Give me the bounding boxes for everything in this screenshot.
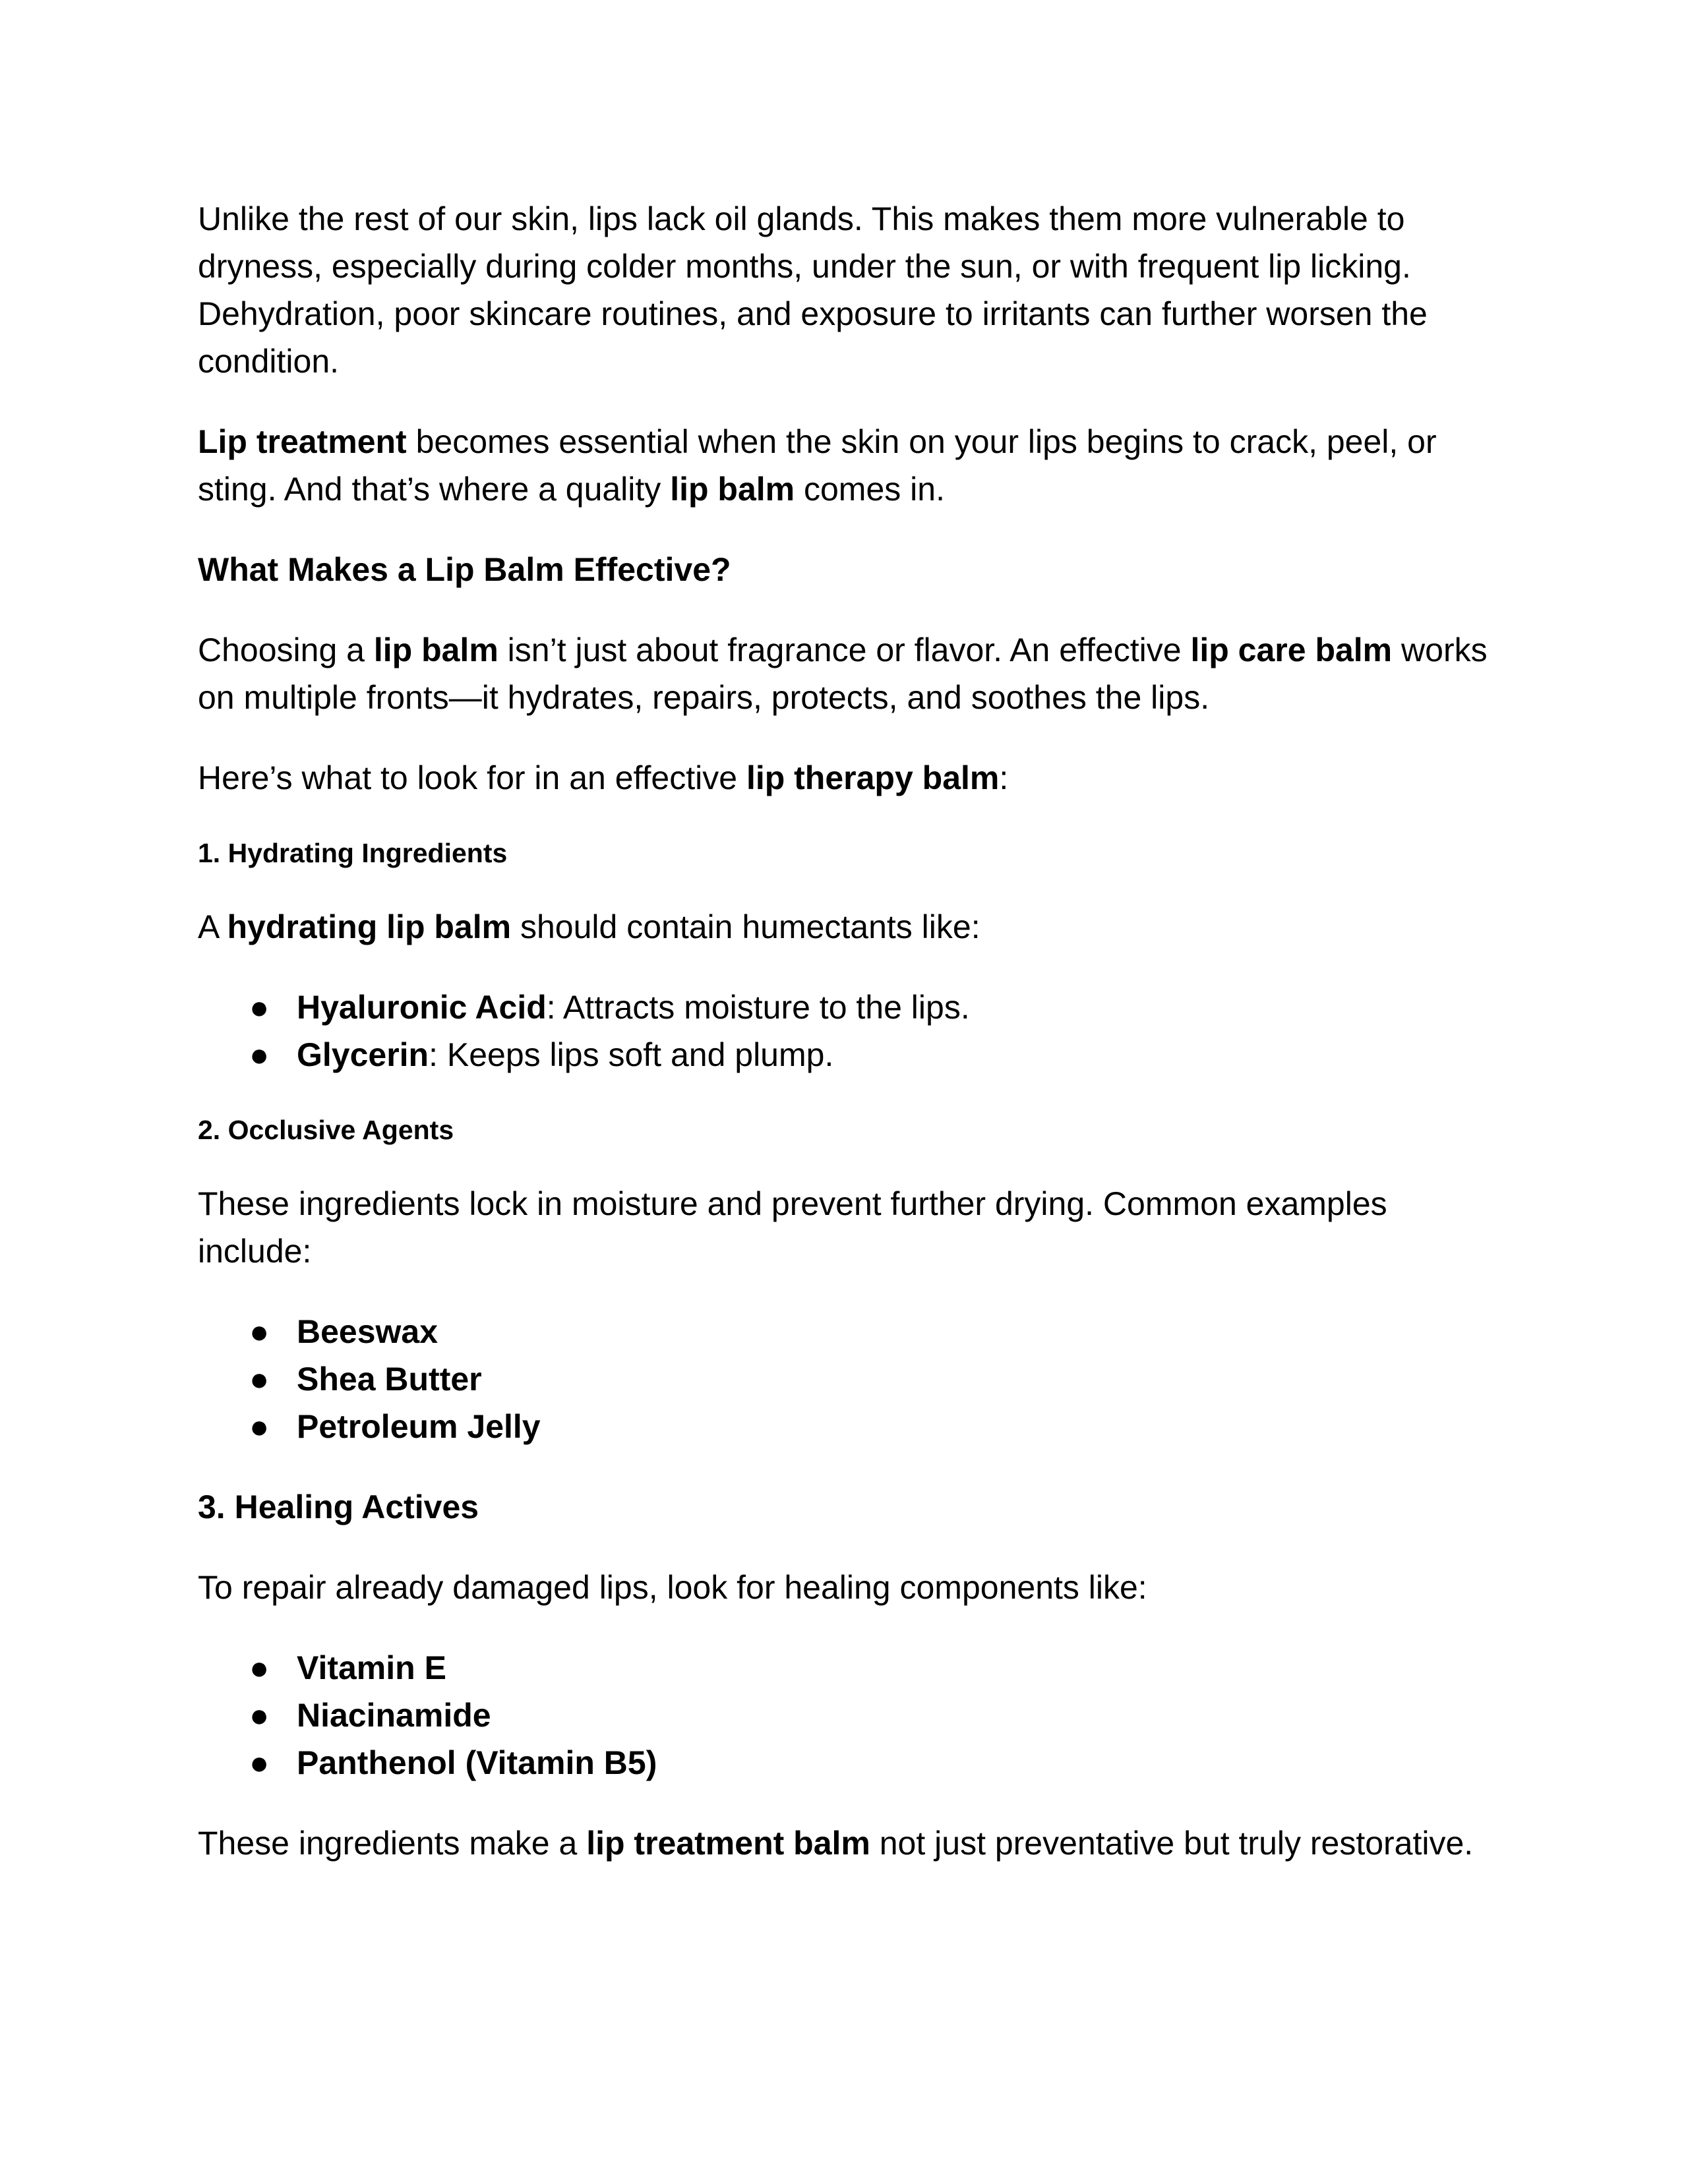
list-item xyxy=(198,1031,1490,1078)
bold-text: Petroleum Jelly xyxy=(297,1408,541,1445)
list-item xyxy=(198,1308,1490,1355)
paragraph-healing-intro: To repair already damaged lips, look for healing components like: xyxy=(198,1569,1147,1606)
bullet-icon: ● xyxy=(249,989,270,1026)
text-run: : Attracts moisture to the lips. xyxy=(546,989,970,1026)
bullet-icon: ● xyxy=(249,1036,270,1073)
document-page xyxy=(198,195,1490,1900)
bold-text: hydrating lip balm xyxy=(227,908,512,945)
paragraph-occlusive-intro: These ingredients lock in moisture and prevent further drying. Common examples include: xyxy=(198,1185,1387,1270)
list-item xyxy=(198,1692,1490,1739)
bold-text: Niacinamide xyxy=(297,1697,491,1734)
bullet-icon: ● xyxy=(249,1408,270,1445)
text-run: Here’s what to look for in an effective xyxy=(198,759,746,796)
paragraph-lip-treatment xyxy=(198,418,1490,513)
bullet-icon: ● xyxy=(249,1744,270,1781)
text-run: A xyxy=(198,908,227,945)
bold-text: lip therapy balm xyxy=(746,759,1000,796)
text-run: becomes essential when the skin on your lips begins to crack, peel, or sting. And that’s where a quality xyxy=(198,423,1437,508)
paragraph-closing xyxy=(198,1819,1490,1867)
text-run: comes in. xyxy=(795,471,945,508)
bold-text: lip care balm xyxy=(1190,632,1393,668)
paragraph-hydrating-intro xyxy=(198,903,1490,951)
text-run: should contain humectants like: xyxy=(511,908,980,945)
bold-text: Beeswax xyxy=(297,1313,438,1350)
heading-effective: What Makes a Lip Balm Effective? xyxy=(198,551,731,588)
text-run: isn’t just about fragrance or flavor. An effective xyxy=(498,632,1191,668)
paragraph-intro: Unlike the rest of our skin, lips lack oil glands. This makes them more vulnerable to dryness, especially during colder months, under the sun, or with frequent lip licking. Dehydration, poor skincare routines, and exposure to irritants can further worsen the condition. xyxy=(198,200,1428,380)
list-item xyxy=(198,1355,1490,1403)
text-run: These ingredients make a xyxy=(198,1825,587,1862)
bold-text: Shea Butter xyxy=(297,1361,482,1398)
list-item xyxy=(198,984,1490,1031)
bullet-icon: ● xyxy=(249,1649,270,1686)
paragraph-look-for xyxy=(198,754,1490,802)
list-item xyxy=(198,1739,1490,1786)
bold-text: Lip treatment xyxy=(198,423,407,460)
hydrating-list xyxy=(198,984,1490,1078)
heading-healing: 3. Healing Actives xyxy=(198,1489,479,1525)
heading-occlusive: 2. Occlusive Agents xyxy=(198,1115,454,1145)
bold-text: Vitamin E xyxy=(297,1649,446,1686)
bullet-icon: ● xyxy=(249,1697,270,1734)
bold-text: Hyaluronic Acid xyxy=(297,989,547,1026)
occlusive-list xyxy=(198,1308,1490,1450)
text-run: : Keeps lips soft and plump. xyxy=(429,1036,834,1073)
heading-hydrating: 1. Hydrating Ingredients xyxy=(198,838,508,868)
bold-text: lip balm xyxy=(373,632,498,668)
text-run: works on multiple fronts—it hydrates, repairs, protects, and soothes the lips. xyxy=(198,632,1488,716)
bold-text: Glycerin xyxy=(297,1036,429,1073)
list-item xyxy=(198,1403,1490,1450)
paragraph-choosing xyxy=(198,626,1490,721)
bold-text: Panthenol (Vitamin B5) xyxy=(297,1744,657,1781)
bold-text: lip treatment balm xyxy=(586,1825,870,1862)
text-run: Choosing a xyxy=(198,632,374,668)
text-run: not just preventative but truly restorative. xyxy=(870,1825,1474,1862)
healing-list xyxy=(198,1644,1490,1786)
bullet-icon: ● xyxy=(249,1361,270,1398)
list-item xyxy=(198,1644,1490,1692)
bullet-icon: ● xyxy=(249,1313,270,1350)
bold-text: lip balm xyxy=(670,471,795,508)
text-run: : xyxy=(999,759,1009,796)
